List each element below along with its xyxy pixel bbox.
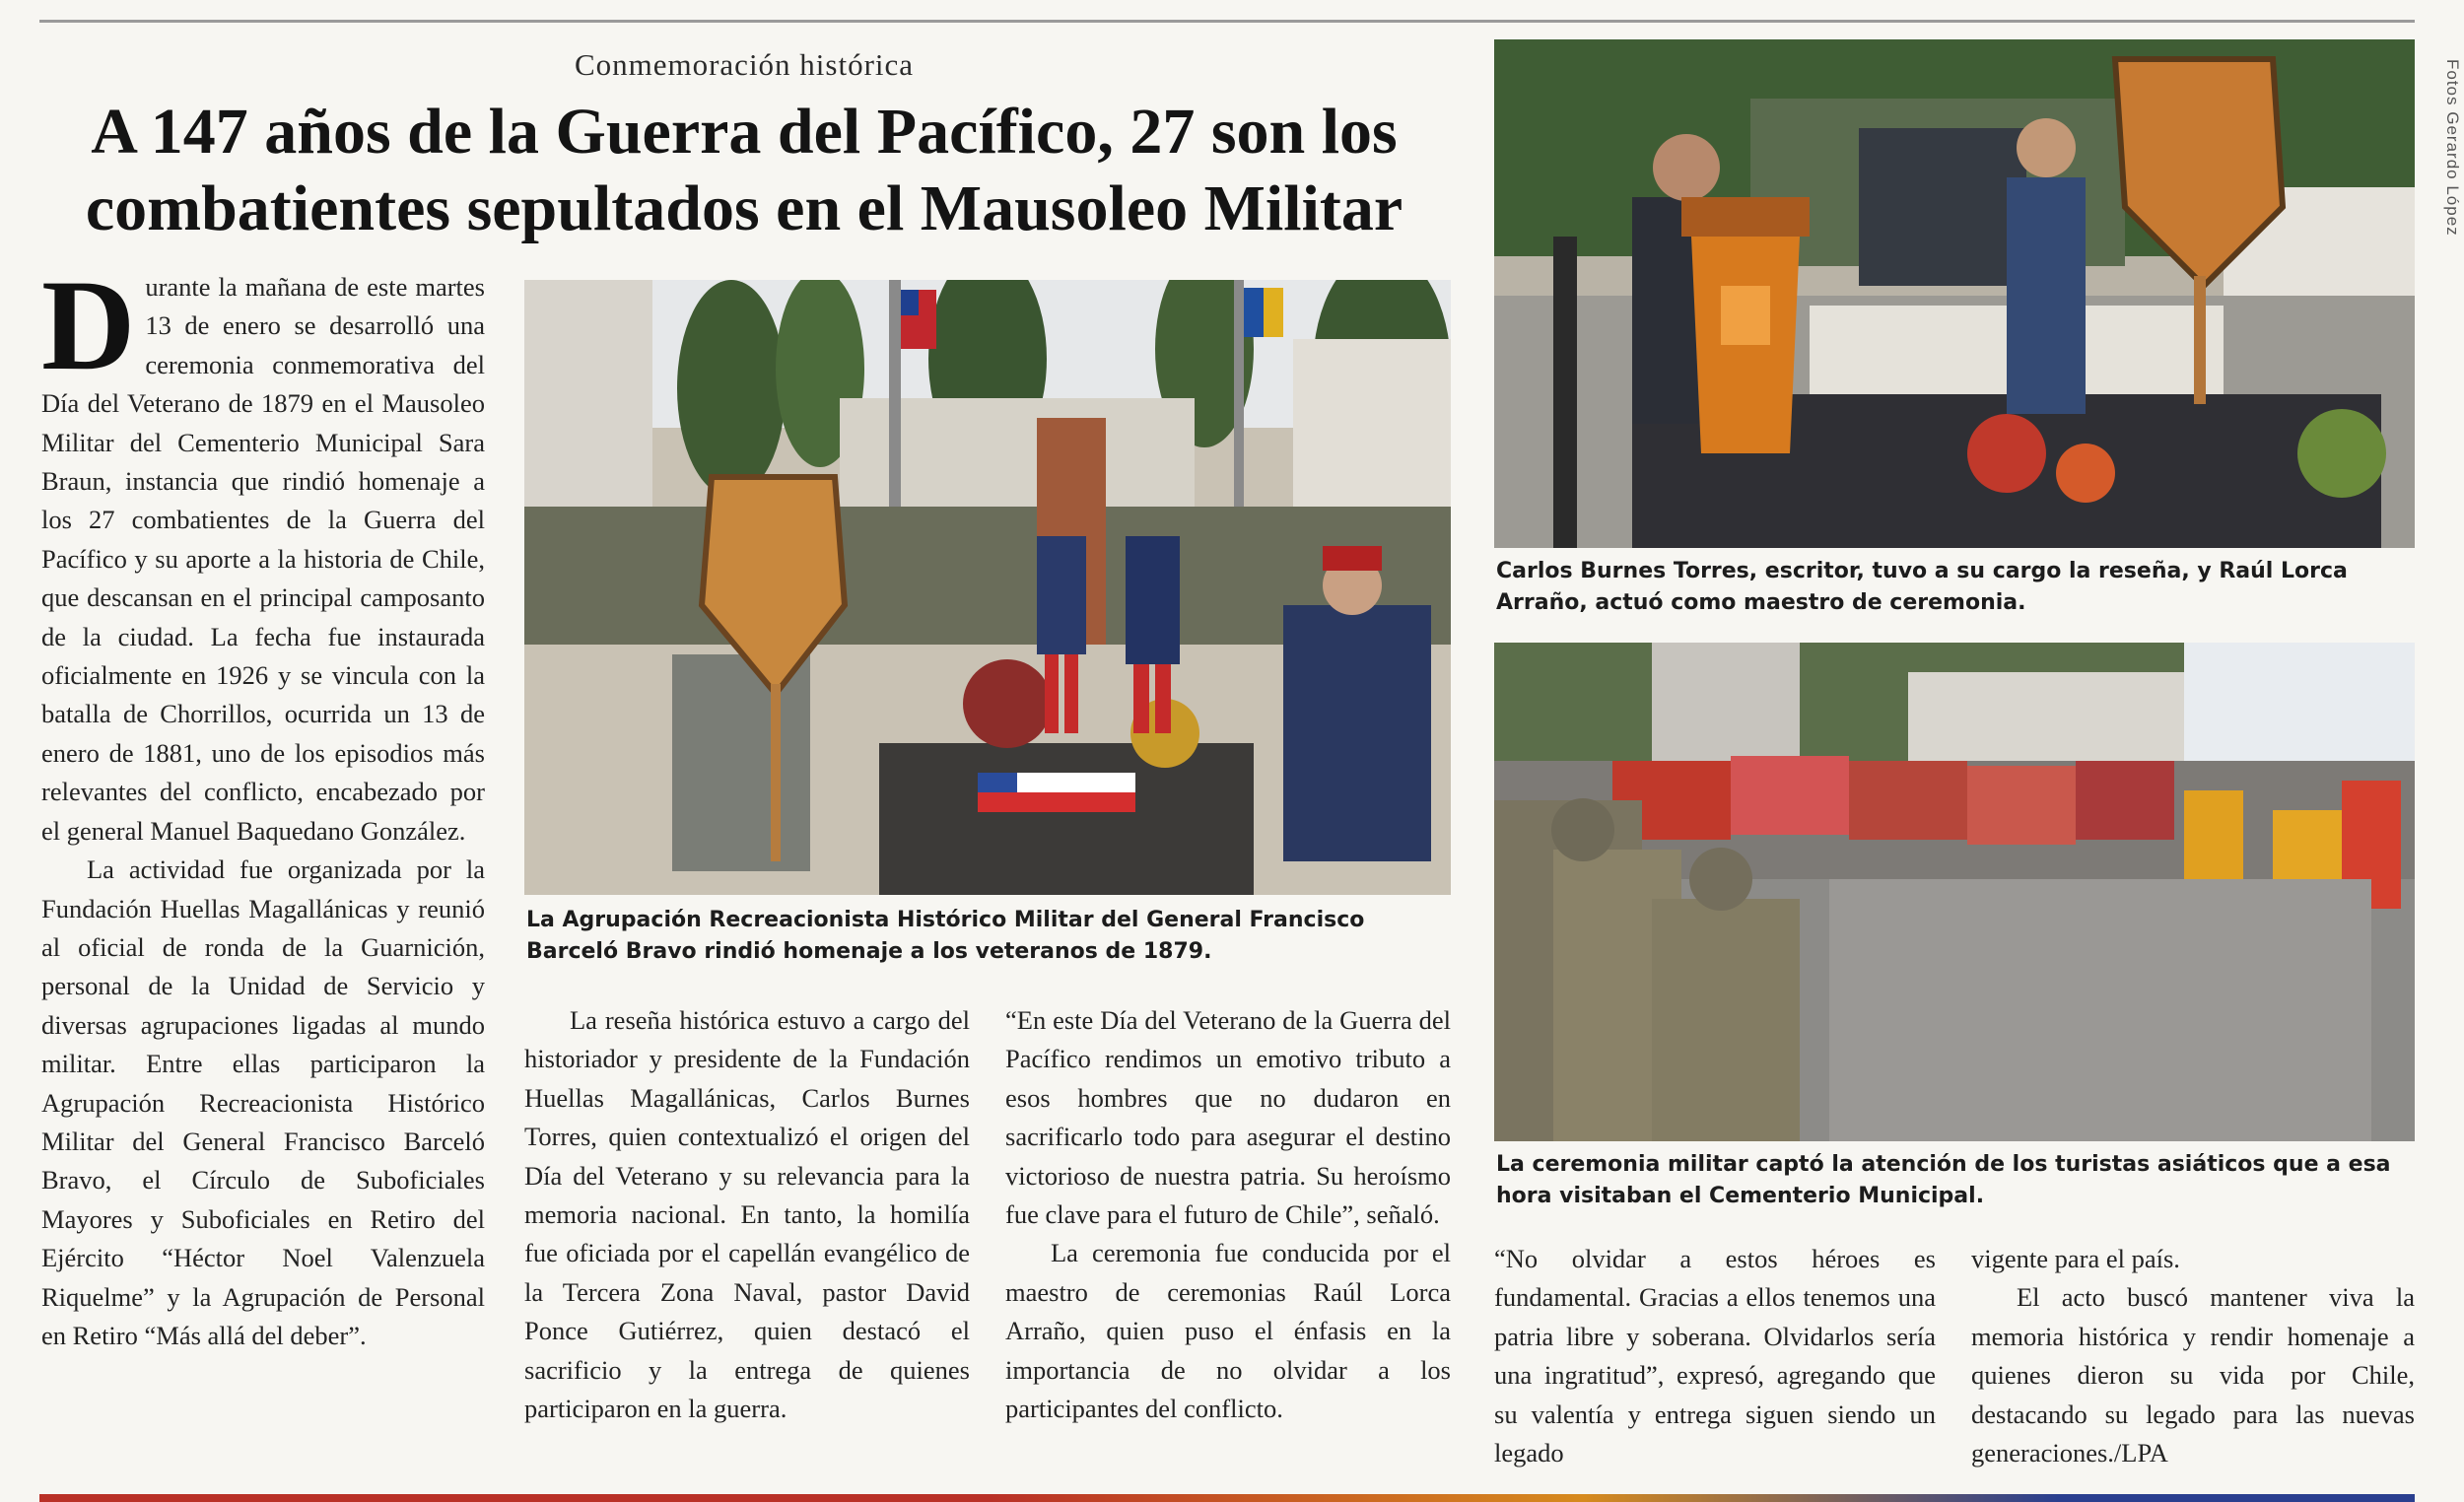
- photo-credit: Fotos Gerardo López: [2443, 59, 2462, 237]
- top-rule: [39, 20, 2415, 23]
- column-2-paragraph-1: La reseña histórica estuvo a cargo del historiador y presidente de la Fundación Huellas Magallánicas, Carlos Burnes Torres, quien contextualizó el origen del Día del Veterano y su relevancia para la memoria nacional. En tanto, la homilía fue oficiada por el capellán evangélico de la Tercera Zona Naval, pastor David Ponce Gutiérrez, quien destacó el sacrificio y la entrega de quienes participaron en la guerra.: [524, 1005, 970, 1424]
- main-photo-ceremony: [524, 280, 1451, 895]
- article-column-3: [1005, 1001, 1451, 1428]
- column-5-paragraph-1: vigente para el país.: [1971, 1244, 2180, 1273]
- article-column-4: [1494, 1240, 1936, 1472]
- article-column-5: [1971, 1240, 2415, 1472]
- photo-tourists-audience: [1494, 643, 2415, 1141]
- column-1-paragraph-2: La actividad fue organizada por la Fundación Huellas Magallánicas y reunió al oficial de ronda de la Guarnición, personal de la Unidad de Servicio y diversas agrupaciones ligadas al mundo militar. Entre ellas participaron la Agrupación Recreacionista Histórico Militar del General Francisco Barceló Bravo, el Círculo de Suboficiales Mayores y Suboficiales en Retiro del Ejército “Héctor Noel Valenzuela Riquelme” y la Agrupación de Personal en Retiro “Más allá del deber”.: [41, 854, 485, 1350]
- photo-speaker-podium: [1494, 39, 2415, 548]
- column-3-paragraph-2: La ceremonia fue conducida por el maestro de ceremonias Raúl Lorca Arraño, quien puso el énfasis en la importancia de no olvidar a los participantes del conflicto.: [1005, 1238, 1451, 1424]
- bottom-color-bar: [39, 1494, 2415, 1502]
- drop-cap: D: [41, 252, 136, 397]
- article-headline: [39, 94, 1449, 247]
- article-column-1: [41, 252, 485, 1355]
- caption-top-right-photo: Carlos Burnes Torres, escritor, tuvo a su cargo la reseña, y Raúl Lorca Arraño, actuó como maestro de ceremonia.: [1496, 559, 2348, 615]
- caption-bottom-right-photo: La ceremonia militar captó la atención de los turistas asiáticos que a esa hora visitaban el Cementerio Municipal.: [1496, 1152, 2391, 1208]
- column-5-paragraph-2: El acto buscó mantener viva la memoria histórica y rendir homenaje a quienes dieron su vida por Chile, destacando su legado para las nuevas generaciones./LPA: [1971, 1282, 2415, 1468]
- article-kicker: Conmemoración histórica: [574, 47, 915, 82]
- column-1-paragraph-1: Durante la mañana de este martes 13 de enero se desarrolló una ceremonia conmemorativa del Día del Veterano de 1879 en el Mausoleo Militar del Cementerio Municipal Sara Braun, instancia que rindió homenaje a los 27 combatientes de la Guerra del Pacífico y su aporte a la historia de Chile, que descansan en el principal camposanto de la ciudad. La fecha fue instaurada oficialmente en 1926 y se vincula con la batalla de Chorrillos, ocurrida un 13 de enero de 1881, uno de los episodios más relevantes del conflicto, encabezado por el general Manuel Baquedano González.: [41, 252, 485, 846]
- article-column-2: [524, 1001, 970, 1428]
- headline-line-1: A 147 años de la Guerra del Pacífico, 27 son los: [91, 96, 1398, 168]
- column-3-paragraph-1: “En este Día del Veterano de la Guerra del Pacífico rendimos un emotivo tributo a esos hombres que no dudaron en sacrificarlo todo para asegurar el destino victorioso de nuestra patria. Su heroísmo fue clave para el futuro de Chile”, señaló.: [1005, 1005, 1451, 1230]
- headline-line-2: combatientes sepultados en el Mausoleo Militar: [85, 172, 1403, 244]
- column-4-paragraph-1: “No olvidar a estos héroes es fundamental. Gracias a ellos tenemos una patria libre y soberana. Olvidarlos sería una ingratitud”, expresó, agregando que su valentía y entrega siguen siendo un legado: [1494, 1244, 1936, 1468]
- caption-main-photo: La Agrupación Recreacionista Histórico Militar del General Francisco Barceló Bravo rindió homenaje a los veteranos de 1879.: [526, 908, 1365, 964]
